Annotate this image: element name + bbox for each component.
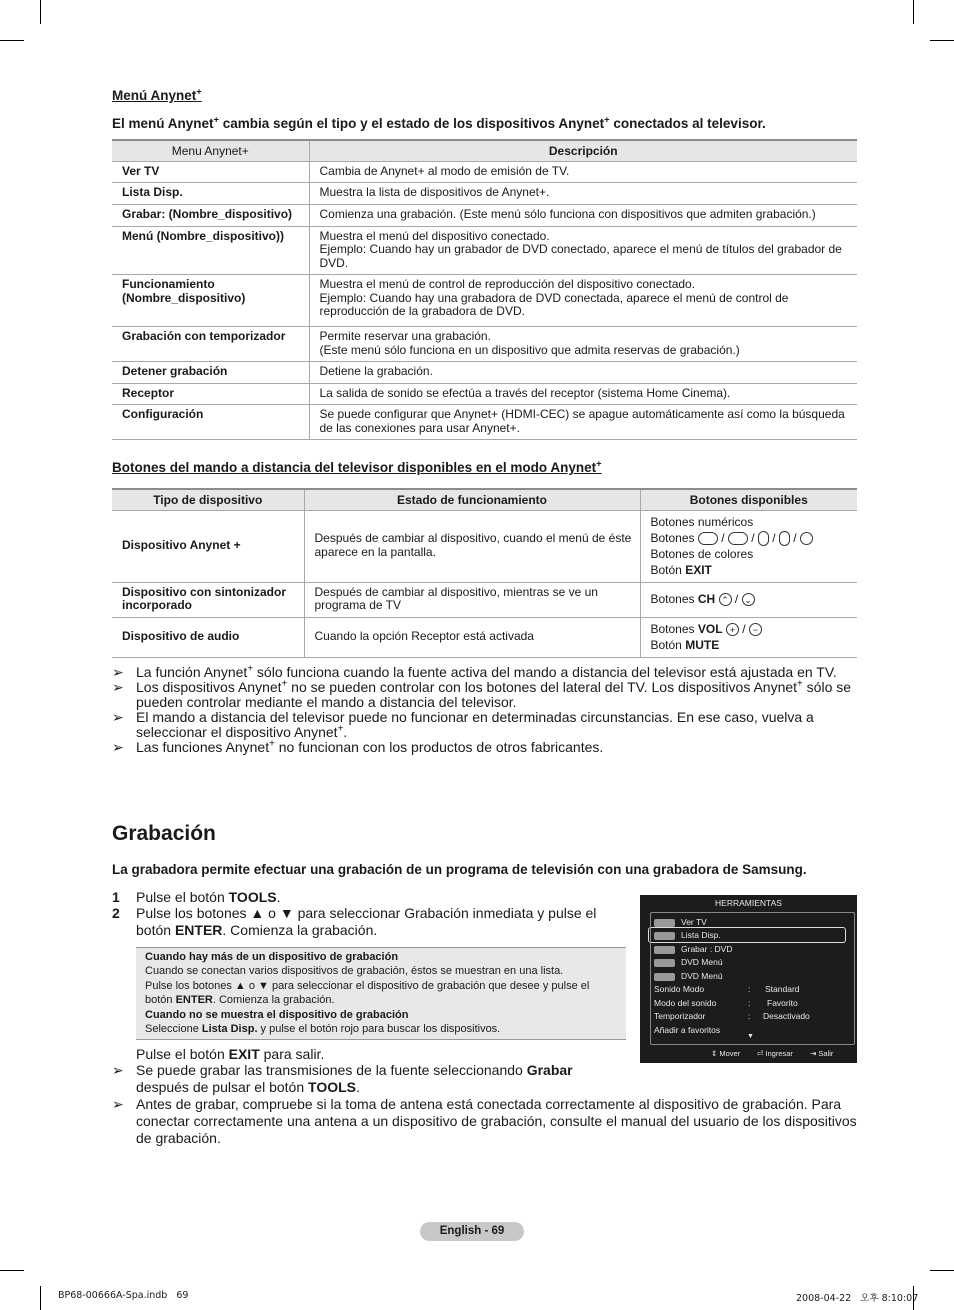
menu-option-description: La salida de sonido se efectúa a través del receptor (sistema Home Cinema). — [309, 383, 857, 405]
setting-row[interactable]: Añadir a favoritos — [654, 1025, 721, 1035]
anynet-logo-icon — [654, 919, 675, 927]
note-item: ➢ La función Anynet+ sólo funciona cuando la fuente activa del mando a distancia del televisor está ajustada en TV. — [112, 663, 837, 680]
print-info-left: BP68-00666A-Spa.indb 69 — [58, 1290, 189, 1301]
column-header: Tipo de dispositivo — [112, 489, 304, 510]
menu-button-icon — [698, 532, 718, 545]
menu-option-description: Comienza una grabación. (Este menú sólo funciona con dispositivos que admiten grabación.) — [309, 205, 857, 227]
device-state: Después de cambiar al dispositivo, cuando el menú de éste aparece en la pantalla. — [304, 510, 640, 582]
anynet-logo-icon — [654, 973, 675, 981]
crop-mark — [930, 40, 954, 41]
enter-button-icon — [800, 532, 813, 545]
notes-list — [112, 1062, 857, 1147]
setting-row[interactable]: Temporizador : Desactivado — [654, 1011, 810, 1021]
plus-icon: + — [726, 623, 739, 636]
menu-option-name: Grabación con temporizador — [112, 327, 309, 362]
device-state: Cuando la opción Receptor está activada — [304, 617, 640, 657]
anynet-logo-icon — [654, 946, 675, 954]
arrow-button-icon — [779, 531, 790, 546]
table-row — [112, 275, 857, 327]
table-row — [112, 383, 857, 405]
table-row — [112, 582, 857, 617]
available-buttons: Botones VOL + / − Botón MUTE — [640, 617, 857, 657]
menu-option-name: Lista Disp. — [112, 183, 309, 205]
enter-icon: ⏎ — [757, 1049, 764, 1058]
tools-menu-title: HERRAMIENTAS — [715, 898, 782, 908]
menu-option-name: Funcionamiento (Nombre_dispositivo) — [112, 275, 309, 327]
anynet-logo-icon — [654, 932, 675, 940]
available-buttons: Botones numéricos Botones / / / / Botones de colores Botón EXIT — [640, 510, 857, 582]
table-row — [112, 362, 857, 384]
menu-option-name: Ver TV — [112, 161, 309, 183]
step-2: 2 Pulse los botones ▲ o ▼ para seleccionar Grabación inmediata y pulse el botón ENTER. Comienza la grabación. — [112, 905, 597, 938]
tools-menu-screenshot — [640, 895, 857, 1063]
menu-item[interactable]: Ver TV — [654, 916, 707, 929]
arrow-icon: ➢ — [112, 1096, 124, 1112]
tools-menu-panel — [650, 912, 855, 1045]
crop-mark — [0, 40, 24, 41]
menu-item[interactable]: Grabar : DVD — [654, 943, 733, 956]
table-row — [112, 226, 857, 275]
chevron-down-icon: ⌄ — [742, 593, 755, 606]
crop-mark — [930, 1270, 954, 1271]
table-row — [112, 183, 857, 205]
menu-option-description: Muestra la lista de dispositivos de Anynet+. — [309, 183, 857, 205]
available-buttons: Botones CH ⌃ / ⌄ — [640, 582, 857, 617]
arrow-icon: ➢ — [112, 709, 124, 725]
menu-option-description: Se puede configurar que Anynet+ (HDMI-CEC) se apague automáticamente así como la búsqueda de las conexiones para usar Anynet+. — [309, 405, 857, 440]
note-item: ➢ Las funciones Anynet+ no funcionan con los productos de otros fabricantes. — [112, 738, 604, 755]
menu-item[interactable]: Lista Disp. — [654, 929, 721, 942]
note-item: ➢ Los dispositivos Anynet+ no se pueden controlar con los botones del lateral del TV. Los dispositivos Anynet+ sólo se pueden controlar mediante el mando a distancia del televisor. — [112, 678, 852, 710]
arrow-icon: ➢ — [112, 679, 124, 695]
scroll-down-icon[interactable]: ▼ — [747, 1033, 754, 1040]
arrow-button-icon — [758, 531, 769, 546]
menu-item[interactable]: DVD Menú — [654, 970, 723, 983]
anynet-logo-icon — [654, 959, 675, 967]
menu-item[interactable]: DVD Menú — [654, 956, 723, 969]
table-row — [112, 205, 857, 227]
crop-mark — [40, 0, 41, 24]
device-type: Dispositivo con sintonizador incorporado — [112, 582, 304, 617]
menu-option-description: Muestra el menú del dispositivo conectado. Ejemplo: Cuando hay un grabador de DVD conectado, aparece el menú de títulos del grabador de DVD. — [309, 226, 857, 275]
table-row — [112, 161, 857, 183]
menu-option-description: Muestra el menú de control de reproducción del dispositivo conectado. Ejemplo: Cuando hay una grabadora de DVD conectada, aparece el menú de control de reproducción de la grabadora de DVD. — [309, 275, 857, 327]
menu-option-name: Detener grabación — [112, 362, 309, 384]
minus-icon: − — [749, 623, 762, 636]
arrow-icon: ➢ — [112, 739, 124, 755]
arrow-icon: ➢ — [112, 664, 124, 680]
section-heading: Botones del mando a distancia del televisor disponibles en el modo Anynet+ — [112, 458, 602, 475]
notes-list — [112, 665, 857, 755]
chevron-up-icon: ⌃ — [719, 593, 732, 606]
note-item: ➢ Antes de grabar, compruebe si la toma de antena está conectada correctamente al dispositivo de grabación. Para conectar correctamente una antena a un dispositivo de grabación, consulte el manual del usuario de los dispositivos de grabación. — [112, 1096, 857, 1146]
arrow-icon: ➢ — [112, 1062, 124, 1078]
column-header: Estado de funcionamiento — [304, 489, 640, 510]
table-row — [112, 617, 857, 657]
intro-text: El menú Anynet+ cambia según el tipo y el estado de los dispositivos Anynet+ conectados al televisor. — [112, 114, 766, 131]
device-type: Dispositivo Anynet + — [112, 510, 304, 582]
column-header: Botones disponibles — [640, 489, 857, 510]
table-row — [112, 405, 857, 440]
print-info-right: 2008-04-22 오후 8:10:07 — [796, 1293, 919, 1304]
page-title: Grabación — [112, 822, 216, 845]
info-box: Cuando hay más de un dispositivo de grabación Cuando se conectan varios dispositivos de grabación, éstos se muestran en una lista. Pulse los botones ▲ o ▼ para seleccionar el dispositivo de grabación que desee y pulse el botón ENTER. Comienza la grabación. Cuando no se muestra el dispositivo de grabación Seleccione Lista Disp. y pulse el botón rojo para buscar los dispositivos. — [136, 947, 626, 1040]
menu-option-name: Menú (Nombre_dispositivo)) — [112, 226, 309, 275]
updown-icon: ⇕ — [711, 1049, 718, 1058]
step-1: 1 Pulse el botón TOOLS. — [112, 889, 281, 905]
table-row — [112, 510, 857, 582]
menu-option-name: Grabar: (Nombre_dispositivo) — [112, 205, 309, 227]
table-row — [112, 327, 857, 362]
exit-instruction: Pulse el botón EXIT para salir. — [136, 1046, 325, 1062]
remote-buttons-table — [112, 488, 857, 658]
menu-option-description: Cambia de Anynet+ al modo de emisión de TV. — [309, 161, 857, 183]
footer-exit: ⇥ Salir — [810, 1049, 834, 1058]
crop-mark — [913, 0, 914, 24]
crop-mark — [0, 1270, 24, 1271]
device-state: Después de cambiar al dispositivo, mientras se ve un programa de TV — [304, 582, 640, 617]
menu-option-description: Detiene la grabación. — [309, 362, 857, 384]
device-type: Dispositivo de audio — [112, 617, 304, 657]
footer-move: ⇕ Mover — [711, 1049, 741, 1058]
subtitle: La grabadora permite efectuar una grabación de un programa de televisión con una grabadora de Samsung. — [112, 862, 807, 877]
crop-mark — [40, 1286, 41, 1310]
note-item: ➢ Se puede grabar las transmisiones de la fuente seleccionando Grabar después de pulsar el botón TOOLS. — [112, 1062, 573, 1095]
menu-option-name: Configuración — [112, 405, 309, 440]
anynet-menu-table — [112, 139, 857, 440]
page-number: English - 69 — [420, 1222, 524, 1241]
footer-enter: ⏎ Ingresar — [757, 1049, 793, 1058]
setting-row[interactable]: Sonido Modo : Standard — [654, 984, 800, 994]
column-header: Descripción — [309, 140, 857, 161]
exit-icon: ⇥ — [810, 1049, 817, 1058]
menu-option-description: Permite reservar una grabación. (Este menú sólo funciona en un dispositivo que admita reservas de grabación.) — [309, 327, 857, 362]
return-button-icon — [728, 532, 748, 545]
menu-option-name: Receptor — [112, 383, 309, 405]
setting-row[interactable]: Modo del sonido : Favorito — [654, 998, 798, 1008]
note-item: ➢ El mando a distancia del televisor puede no funcionar en determinadas circunstancias. En ese caso, vuelva a seleccionar el dispositivo Anynet+. — [112, 709, 814, 740]
column-header: Menu Anynet+ — [112, 140, 309, 161]
section-heading: Menú Anynet+ — [112, 86, 202, 103]
